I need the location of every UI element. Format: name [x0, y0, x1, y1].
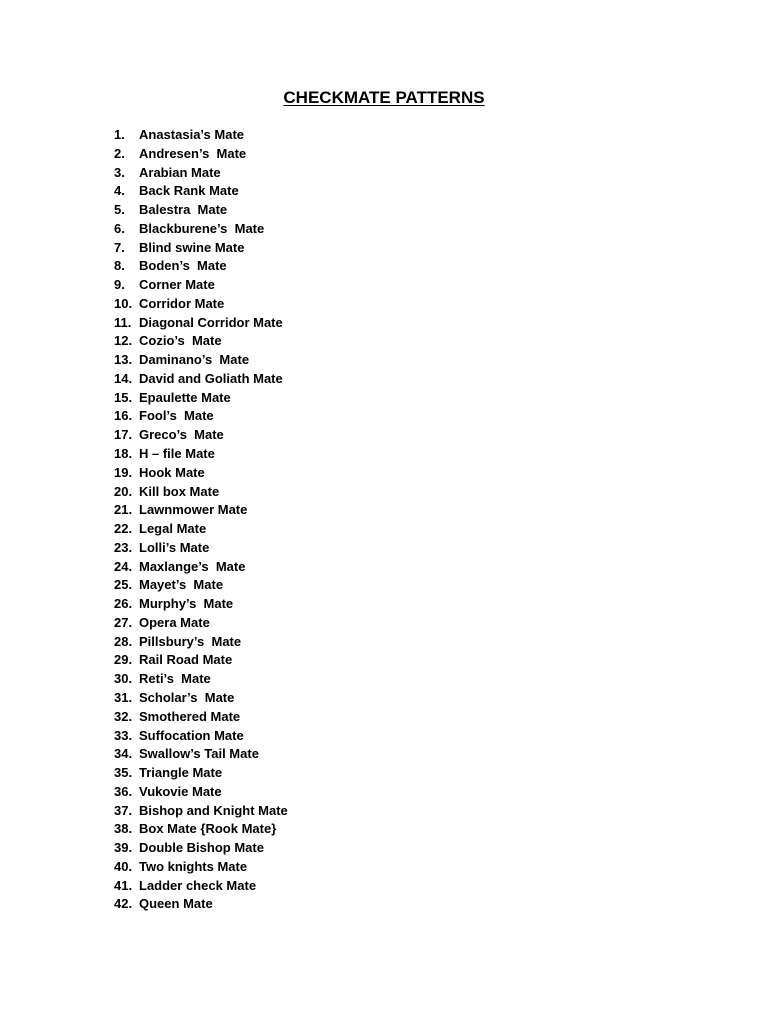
list-item-number: 16.: [114, 408, 133, 424]
list-item: [114, 520, 288, 539]
list-item: [114, 145, 288, 164]
list-item: [114, 689, 288, 708]
list-item-number: 11.: [114, 314, 132, 330]
list-item-label: Diagonal Corridor Mate: [139, 314, 283, 330]
list-item: [114, 858, 288, 877]
list-item-label: Fool’s Mate: [139, 408, 214, 424]
list-item: [114, 220, 288, 239]
list-item-number: 26.: [114, 596, 133, 612]
list-item: [114, 670, 288, 689]
list-item-label: David and Goliath Mate: [139, 370, 283, 386]
list-item: [114, 426, 288, 445]
list-item: [114, 501, 288, 520]
list-item-label: Boden’s Mate: [139, 258, 227, 274]
list-item: [114, 332, 288, 351]
page-title: CHECKMATE PATTERNS: [283, 88, 485, 107]
checkmate-pattern-list: [114, 126, 288, 914]
list-item-label: Queen Mate: [139, 896, 213, 912]
list-item-number: 34.: [114, 746, 133, 762]
list-item-label: Bishop and Knight Mate: [139, 802, 288, 818]
list-item: [114, 483, 288, 502]
list-item-number: 19.: [114, 464, 133, 480]
list-item-number: 36.: [114, 783, 133, 799]
list-item-number: 35.: [114, 765, 133, 781]
list-item: [114, 314, 288, 333]
list-item-number: 7.: [114, 239, 125, 255]
list-item-number: 9.: [114, 277, 125, 293]
list-item: [114, 633, 288, 652]
list-item-number: 30.: [114, 671, 133, 687]
list-item: [114, 239, 288, 258]
list-item-number: 15.: [114, 389, 133, 405]
list-item-number: 20.: [114, 483, 133, 499]
list-item-label: Ladder check Mate: [139, 877, 257, 893]
list-item-number: 18.: [114, 446, 133, 462]
list-item-label: Murphy’s Mate: [139, 596, 234, 612]
list-item-label: Lawnmower Mate: [139, 502, 248, 518]
list-item-label: Smothered Mate: [139, 708, 241, 724]
list-item-number: 22.: [114, 521, 133, 537]
list-item: [114, 783, 288, 802]
list-item-number: 24.: [114, 558, 133, 574]
list-item-label: H – file Mate: [139, 446, 215, 462]
list-item-label: Epaulette Mate: [139, 389, 231, 405]
list-item-number: 2.: [114, 145, 125, 161]
list-item-label: Anastasia’s Mate: [139, 127, 245, 142]
list-item-label: Corridor Mate: [139, 295, 225, 311]
list-item-number: 27.: [114, 614, 133, 630]
list-item-label: Vukovie Mate: [139, 783, 222, 799]
list-item: [114, 614, 288, 633]
list-item-label: Swallow’s Tail Mate: [139, 746, 259, 762]
list-item-label: Legal Mate: [139, 521, 207, 537]
list-item: [114, 764, 288, 783]
list-item: [114, 877, 288, 896]
list-item-label: Corner Mate: [139, 277, 215, 293]
list-item-number: 13.: [114, 352, 133, 368]
list-item: [114, 651, 288, 670]
list-item-label: Reti’s Mate: [139, 671, 211, 687]
list-item: [114, 820, 288, 839]
list-item-label: Triangle Mate: [139, 765, 223, 781]
list-item-number: 14.: [114, 370, 133, 386]
list-item-label: Double Bishop Mate: [139, 840, 264, 856]
list-item-number: 37.: [114, 802, 133, 818]
list-item-label: Rail Road Mate: [139, 652, 233, 668]
list-item-number: 32.: [114, 708, 133, 724]
list-item: [114, 576, 288, 595]
list-item-label: Box Mate {Rook Mate}: [139, 821, 277, 837]
list-item-label: Blind swine Mate: [139, 239, 245, 255]
list-item-number: 4.: [114, 183, 125, 199]
list-item-number: 21.: [114, 502, 133, 518]
list-item-number: 5.: [114, 202, 125, 218]
list-item: [114, 201, 288, 220]
list-item-label: Lolli’s Mate: [139, 539, 210, 555]
list-item-number: 42.: [114, 896, 133, 912]
list-item-number: 38.: [114, 821, 133, 837]
list-item-label: Two knights Mate: [139, 858, 248, 874]
list-item-label: Back Rank Mate: [139, 183, 239, 199]
list-item: [114, 257, 288, 276]
list-item: [114, 351, 288, 370]
list-item: [114, 802, 288, 821]
list-item-label: Balestra Mate: [139, 202, 228, 218]
list-item-number: 23.: [114, 539, 133, 555]
list-item: [114, 727, 288, 746]
list-item: [114, 182, 288, 201]
list-item-number: 6.: [114, 220, 125, 236]
list-item: [114, 708, 288, 727]
list-item-label: Arabian Mate: [139, 164, 221, 180]
list-item: [114, 370, 288, 389]
list-item-number: 29.: [114, 652, 133, 668]
list-item: [114, 895, 288, 914]
list-item-number: 41.: [114, 877, 133, 893]
list-item-label: Suffocation Mate: [139, 727, 244, 743]
list-item: [114, 407, 288, 426]
list-item: [114, 745, 288, 764]
list-item: [114, 595, 288, 614]
list-item-number: 1.: [114, 127, 125, 142]
list-item-label: Andresen’s Mate: [139, 145, 247, 161]
list-item-label: Greco’s Mate: [139, 427, 224, 443]
list-item-number: 39.: [114, 840, 133, 856]
list-item: [114, 839, 288, 858]
list-item-number: 28.: [114, 633, 133, 649]
list-item: [114, 558, 288, 577]
list-item-label: Scholar’s Mate: [139, 689, 235, 705]
list-item-number: 17.: [114, 427, 133, 443]
list-item-number: 25.: [114, 577, 133, 593]
list-item: [114, 164, 288, 183]
list-item: [114, 445, 288, 464]
list-item-number: 40.: [114, 858, 133, 874]
list-item-label: Hook Mate: [139, 464, 205, 480]
list-item: [114, 126, 288, 145]
list-item-label: Pillsbury’s Mate: [139, 633, 242, 649]
list-item-label: Cozio’s Mate: [139, 333, 222, 349]
list-item-label: Blackburene’s Mate: [139, 220, 265, 236]
list-item-number: 33.: [114, 727, 133, 743]
list-item-number: 10.: [114, 295, 133, 311]
list-item: [114, 276, 288, 295]
list-item-number: 8.: [114, 258, 125, 274]
list-item-number: 3.: [114, 164, 125, 180]
list-item: [114, 464, 288, 483]
list-item-number: 12.: [114, 333, 133, 349]
list-item-number: 31.: [114, 689, 133, 705]
list-item: [114, 389, 288, 408]
list-item-label: Daminano’s Mate: [139, 352, 250, 368]
list-item-label: Kill box Mate: [139, 483, 220, 499]
list-item-label: Mayet’s Mate: [139, 577, 224, 593]
list-item-label: Opera Mate: [139, 614, 210, 630]
list-item-label: Maxlange’s Mate: [139, 558, 246, 574]
list-item: [114, 539, 288, 558]
list-item: [114, 295, 288, 314]
